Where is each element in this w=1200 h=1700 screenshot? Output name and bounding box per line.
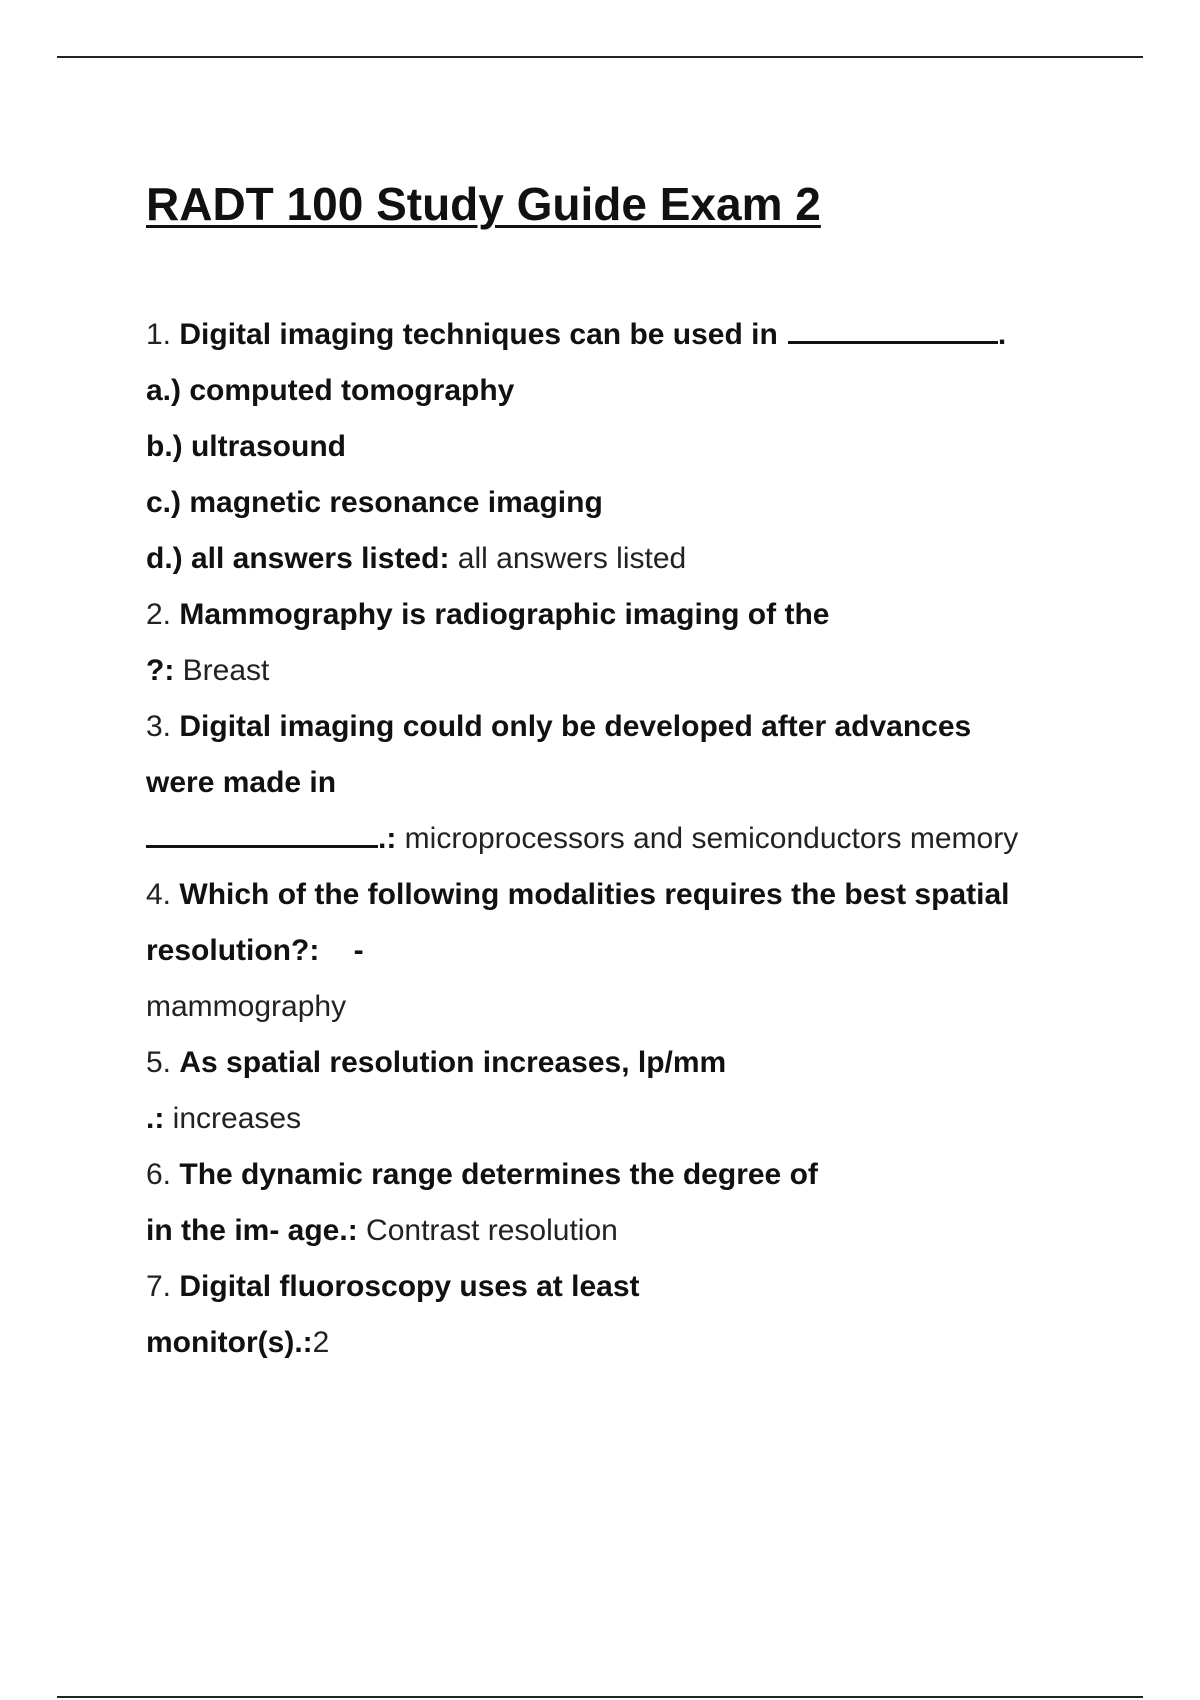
question-6 [146, 1147, 1086, 1203]
question-2-answer-line [146, 643, 1086, 699]
question-4 [146, 867, 1086, 923]
question-6-answer-line [146, 1203, 1086, 1259]
answer-blank [146, 823, 378, 848]
question-text: As spatial resolution increases, lp/mm [179, 1046, 727, 1079]
answer-text: 2 [312, 1326, 330, 1359]
question-text: Digital imaging could only be developed after advances [179, 710, 972, 743]
answer-blank [788, 319, 998, 344]
page-title: RADT 100 Study Guide Exam 2 [146, 178, 821, 230]
option-d [146, 531, 1086, 587]
question-punct: .: [146, 1102, 165, 1135]
question-punct: . [997, 318, 1007, 351]
answer-text: Breast [182, 654, 270, 687]
question-text: Which of the following modalities requires the best spatial [179, 878, 1010, 911]
question-punct: ?: [146, 654, 175, 687]
answer-text: increases [172, 1102, 302, 1135]
answer-text: mammography [146, 990, 347, 1023]
bottom-rule [57, 1696, 1143, 1698]
question-4-cont [146, 923, 1086, 979]
question-4-answer-line [146, 979, 1086, 1035]
question-text: Digital imaging techniques can be used in [179, 318, 778, 351]
question-7-answer-line [146, 1315, 1086, 1371]
question-1 [146, 307, 1086, 363]
question-number: 1. [146, 318, 172, 351]
question-3-answer-line [146, 811, 1086, 867]
question-number: 7. [146, 1270, 172, 1303]
question-number: 3. [146, 710, 172, 743]
option-b: b.) ultrasound [146, 430, 346, 463]
question-7 [146, 1259, 1086, 1315]
option-a: a.) computed tomography [146, 374, 515, 407]
answer-text: Contrast resolution [366, 1214, 618, 1247]
answer-text: all answers listed [457, 542, 687, 575]
dash-separator: - [353, 934, 364, 967]
question-text: The dynamic range determines the degree of [179, 1158, 818, 1191]
question-3-cont [146, 755, 1086, 811]
question-number: 2. [146, 598, 172, 631]
option-c: c.) magnetic resonance imaging [146, 486, 603, 519]
question-text-cont: in the im- age.: [146, 1214, 358, 1247]
question-text-cont: were made in [146, 766, 337, 799]
answer-text: microprocessors and semiconductors memory [404, 822, 1019, 855]
question-2 [146, 587, 1086, 643]
question-number: 5. [146, 1046, 172, 1079]
question-number: 4. [146, 878, 172, 911]
question-punct: .: [378, 822, 397, 855]
question-5 [146, 1035, 1086, 1091]
top-rule [57, 56, 1143, 58]
question-text: Digital fluoroscopy uses at least [179, 1270, 640, 1303]
option-d-label: d.) all answers listed: [146, 542, 450, 575]
question-text-cont: monitor(s).: [146, 1326, 313, 1359]
question-number: 6. [146, 1158, 172, 1191]
question-3 [146, 699, 1086, 755]
question-list [146, 307, 1086, 1371]
question-text: Mammography is radiographic imaging of the [179, 598, 830, 631]
question-5-answer-line [146, 1091, 1086, 1147]
question-text-cont: resolution?: [146, 934, 320, 967]
